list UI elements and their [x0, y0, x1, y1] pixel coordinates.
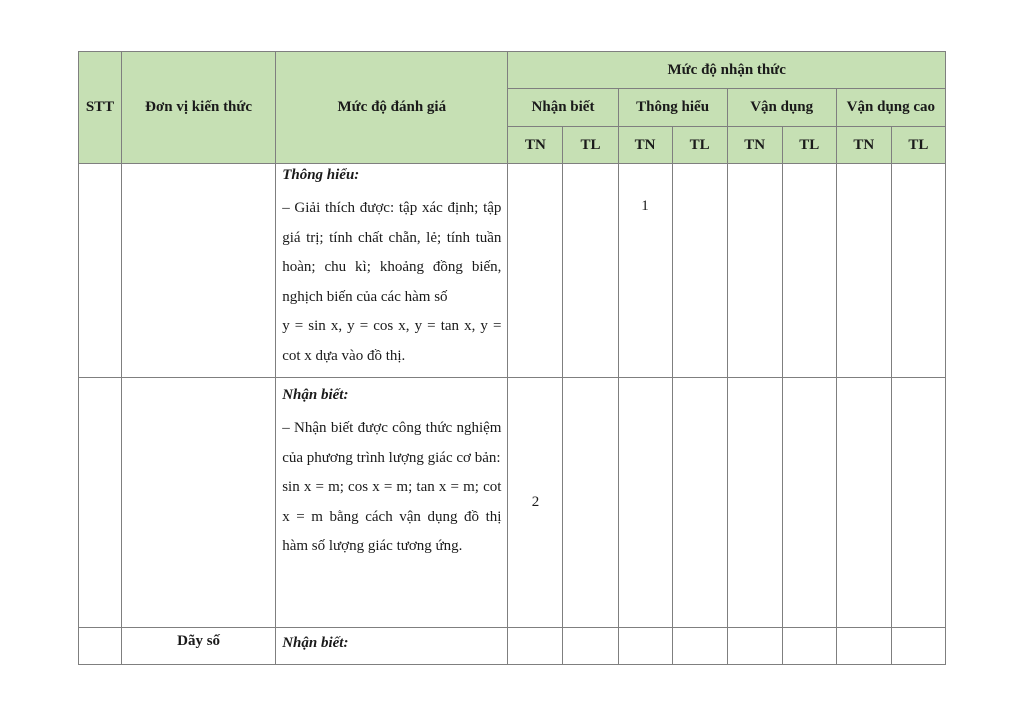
count-cell	[563, 628, 618, 665]
count-cell	[891, 628, 945, 665]
count-cell	[727, 164, 782, 378]
count-cell	[836, 628, 891, 665]
count-cell	[727, 378, 782, 628]
count-cell	[563, 378, 618, 628]
stt-cell	[79, 628, 122, 665]
table-row	[79, 378, 946, 628]
subcol-header: TL	[563, 127, 618, 164]
count-cell	[618, 378, 672, 628]
subcol-header: TN	[508, 127, 563, 164]
subcol-header: TL	[891, 127, 945, 164]
count-cell: 1	[618, 164, 672, 378]
count-cell	[782, 164, 836, 378]
count-cell	[672, 628, 727, 665]
col-header-stt: STT	[79, 52, 122, 164]
count-cell	[782, 378, 836, 628]
subcol-header: TL	[672, 127, 727, 164]
count-cell	[618, 628, 672, 665]
unit-cell: Dãy số	[122, 628, 276, 665]
count-cell	[672, 164, 727, 378]
subcol-header: TN	[727, 127, 782, 164]
table-row	[79, 164, 946, 378]
level-header: Vận dụng cao	[836, 89, 945, 127]
table-row	[79, 628, 946, 665]
assessment-text: sin x = m; cos x = m; tan x = m; cot x = m bằng cách vận dụng đồ thị hàm số lượng giác tương ứng.	[282, 479, 502, 554]
stt-cell	[79, 378, 122, 628]
subcol-header: TL	[782, 127, 836, 164]
count-cell	[836, 378, 891, 628]
count-cell	[891, 164, 945, 378]
assessment-matrix-table	[78, 51, 946, 665]
assessment-cell	[276, 628, 508, 665]
count-cell	[727, 628, 782, 665]
count-cell	[508, 628, 563, 665]
count-cell: 2	[508, 378, 563, 628]
subcol-header: TN	[836, 127, 891, 164]
stt-cell	[79, 164, 122, 378]
count-cell	[563, 164, 618, 378]
assessment-text: – Giải thích được: tập xác định; tập giá trị; tính chất chẵn, lẻ; tính tuần hoàn; chu kì; khoảng đồng biến, nghịch biến của các hàm số	[282, 200, 502, 305]
unit-cell	[122, 378, 276, 628]
assessment-cell	[276, 378, 508, 628]
count-cell	[836, 164, 891, 378]
subcol-header: TN	[618, 127, 672, 164]
col-header-unit: Đơn vị kiến thức	[122, 52, 276, 164]
level-header: Thông hiểu	[618, 89, 727, 127]
col-header-assessment: Mức độ đánh giá	[276, 52, 508, 164]
count-cell	[508, 164, 563, 378]
count-cell	[891, 378, 945, 628]
assessment-text: y = sin x, y = cos x, y = tan x, y = cot x dựa vào đồ thị.	[282, 318, 502, 364]
col-header-cognitive-levels: Mức độ nhận thức	[508, 52, 946, 89]
assessment-text: – Nhận biết được công thức nghiệm của phương trình lượng giác cơ bản:	[282, 420, 502, 466]
assessment-cell	[276, 164, 508, 378]
level-label: Nhận biết:	[282, 635, 349, 651]
level-header: Vận dụng	[727, 89, 836, 127]
count-cell	[782, 628, 836, 665]
level-label: Nhận biết:	[282, 387, 349, 403]
level-label: Thông hiểu:	[282, 167, 360, 183]
unit-cell	[122, 164, 276, 378]
count-cell	[672, 378, 727, 628]
level-header: Nhận biết	[508, 89, 618, 127]
